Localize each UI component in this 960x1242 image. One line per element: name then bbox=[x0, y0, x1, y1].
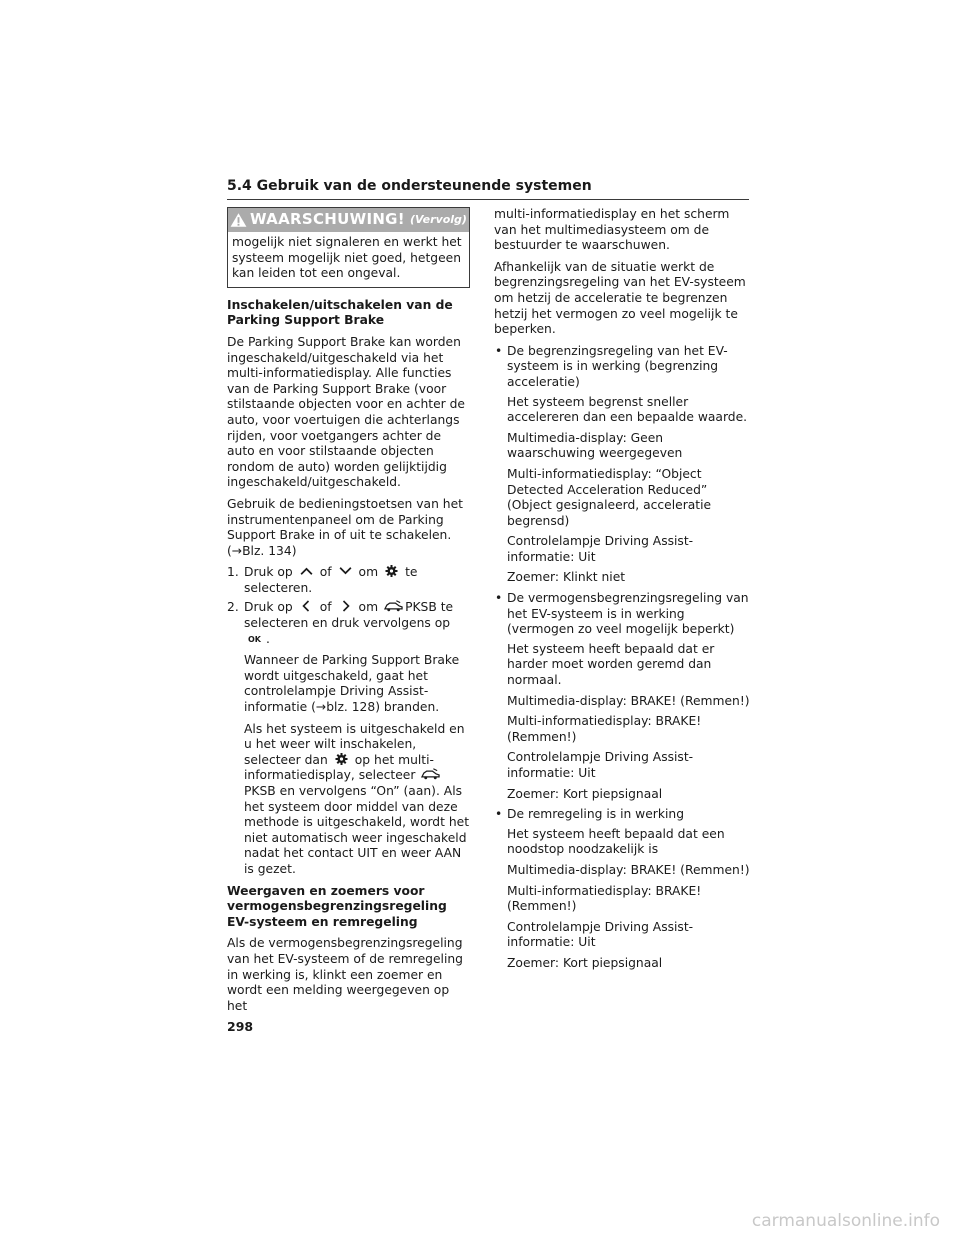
chevron-up-icon bbox=[299, 565, 314, 577]
step-2 bbox=[227, 600, 472, 647]
paragraph-intro: De Parking Support Brake kan worden ingeschakeld/uitgeschakeld via het multi-informatiedisplay. Alle functies van de Parking Support Brake (voor stilstaande objecten voor en achter de auto, voor voertuigen die achterlangs rijden, voor voetgangers achter de auto en voor stilstaande objecten rondom de auto) worden gelijktijdig ingeschakeld/uitgeschakeld. bbox=[227, 334, 465, 490]
warning-title: WAARSCHUWING! bbox=[250, 210, 405, 229]
paragraph-situation: Afhankelijk van de situatie werkt de begrenzingsregeling van het EV-systeem om hetzij de acceleratie te begrenzen hetzij het vermogen zo veel mogelijk te beperken. bbox=[494, 259, 746, 337]
section-title: 5.4 Gebruik van de ondersteunende systemen bbox=[227, 178, 592, 194]
bullet-marker: • bbox=[495, 591, 503, 606]
detail-line: Controlelampje Driving Assist-informatie: Uit bbox=[507, 750, 694, 780]
list-item bbox=[494, 344, 750, 391]
step-text: Druk op bbox=[244, 600, 293, 615]
steps-list bbox=[227, 565, 472, 647]
section-header bbox=[227, 178, 749, 200]
detail-line: Zoemer: Kort piepsignaal bbox=[507, 786, 663, 801]
step-1 bbox=[227, 565, 472, 596]
note-disabled: Wanneer de Parking Support Brake wordt uitgeschakeld, gaat het controlelampje Driving Assist-informatie (→blz. 128) branden. bbox=[244, 653, 460, 715]
paragraph-controls: Gebruik de bedieningstoetsen van het instrumentenpaneel om de Parking Support Brake in of uit te schakelen. (→Blz. 134) bbox=[227, 496, 463, 558]
detail-line: Multi-informatiedisplay: BRAKE! (Remmen!) bbox=[507, 883, 702, 914]
bullet-title: De remregeling is in werking bbox=[507, 807, 685, 822]
car-assist-icon bbox=[384, 600, 403, 612]
warning-header bbox=[228, 208, 469, 232]
page-number: 298 bbox=[227, 1019, 254, 1034]
step-number: 2. bbox=[227, 600, 239, 615]
warning-box bbox=[227, 207, 470, 288]
step-text: of bbox=[319, 600, 332, 615]
detail-line: Het systeem heeft bepaald dat er harder moet worden geremd dan normaal. bbox=[507, 641, 715, 688]
paragraph-displays: Als de vermogensbegrenzingsregeling van het EV-systeem of de remregeling in werking is, klinkt een zoemer en wordt een melding weergegeven op het bbox=[227, 936, 463, 1013]
warning-subtitle: (Vervolg) bbox=[409, 213, 467, 227]
detail-line: Multimedia-display: BRAKE! (Remmen!) bbox=[507, 862, 750, 877]
step-text: Druk op bbox=[244, 565, 293, 580]
car-assist-icon bbox=[421, 768, 440, 780]
detail-line: Zoemer: Klinkt niet bbox=[507, 570, 626, 585]
header-rule bbox=[227, 199, 749, 200]
detail-line: Multi-informatiedisplay: BRAKE! (Remmen!) bbox=[507, 714, 702, 744]
note-reenable: Als het systeem is uitgeschakeld en u het weer wilt inschakelen, selecteer dan op het multi-informatiedisplay, selecteerPKSB en vervolgens “On” (aan). Als het systeem door middel van deze methode is uitgeschakeld, wordt het niet automatisch weer ingeschakeld nadat het contact UIT en weer AAN is gezet. bbox=[244, 721, 470, 876]
step-text: . bbox=[266, 631, 270, 646]
detail-line: Controlelampje Driving Assist-informatie: Uit bbox=[507, 919, 694, 950]
detail-line: Zoemer: Kort piepsignaal bbox=[507, 955, 663, 970]
heading-displays-buzzers: Weergaven en zoemers voor vermogensbegrenzingsregeling EV-systeem en remregeling bbox=[227, 883, 447, 929]
chevron-right-icon bbox=[338, 600, 353, 612]
bullet-title: De begrenzingsregeling van het EV-systeem is in werking (begrenzing acceleratie) bbox=[507, 343, 728, 389]
step-number: 1. bbox=[227, 565, 239, 580]
bullet-marker: • bbox=[495, 343, 503, 358]
right-column bbox=[494, 207, 750, 977]
bullet-title: De vermogensbegrenzingsregeling van het EV-systeem is in werking (vermogen zo veel mogelijk beperkt) bbox=[507, 591, 749, 637]
ok-button-icon: OK bbox=[248, 634, 261, 644]
bullet-marker: • bbox=[495, 807, 503, 822]
left-column bbox=[227, 207, 472, 1020]
step-text: PKSB te selecteren en druk vervolgens op bbox=[244, 600, 454, 631]
step-text: of bbox=[319, 565, 332, 580]
list-item bbox=[494, 807, 750, 823]
watermark: carmanualsonline.info bbox=[751, 1211, 940, 1231]
chevron-down-icon bbox=[338, 565, 353, 577]
list-item bbox=[494, 591, 750, 638]
step-text: te selecteren. bbox=[244, 565, 418, 595]
chevron-left-icon bbox=[299, 600, 314, 612]
detail-line: Het systeem heeft bepaald dat een noodstop noodzakelijk is bbox=[507, 826, 725, 857]
step-text: om bbox=[358, 600, 379, 615]
detail-line: Multimedia-display: BRAKE! (Remmen!) bbox=[507, 693, 750, 708]
gear-icon bbox=[334, 753, 349, 765]
detail-line: Het systeem begrenst sneller accelereren dan een bepaalde waarde. bbox=[507, 394, 748, 425]
paragraph-continued: multi-informatiedisplay en het scherm van het multimediasysteem om de bestuurder te waarschuwen. bbox=[494, 207, 730, 253]
detail-line: Multimedia-display: Geen waarschuwing weergegeven bbox=[507, 430, 683, 461]
step-text: om bbox=[358, 565, 379, 580]
detail-line: Multi-informatiedisplay: “Object Detected Acceleration Reduced” (Object gesignaleerd, acceleratie begrensd) bbox=[507, 466, 712, 528]
gear-icon bbox=[384, 565, 399, 577]
warning-triangle-icon bbox=[230, 212, 247, 228]
heading-enable-disable: Inschakelen/uitschakelen van de Parking Support Brake bbox=[227, 297, 453, 328]
warning-text: mogelijk niet signaleren en werkt het systeem mogelijk niet goed, hetgeen kan leiden tot een ongeval. bbox=[232, 235, 462, 281]
detail-line: Controlelampje Driving Assist-informatie: Uit bbox=[507, 534, 694, 564]
